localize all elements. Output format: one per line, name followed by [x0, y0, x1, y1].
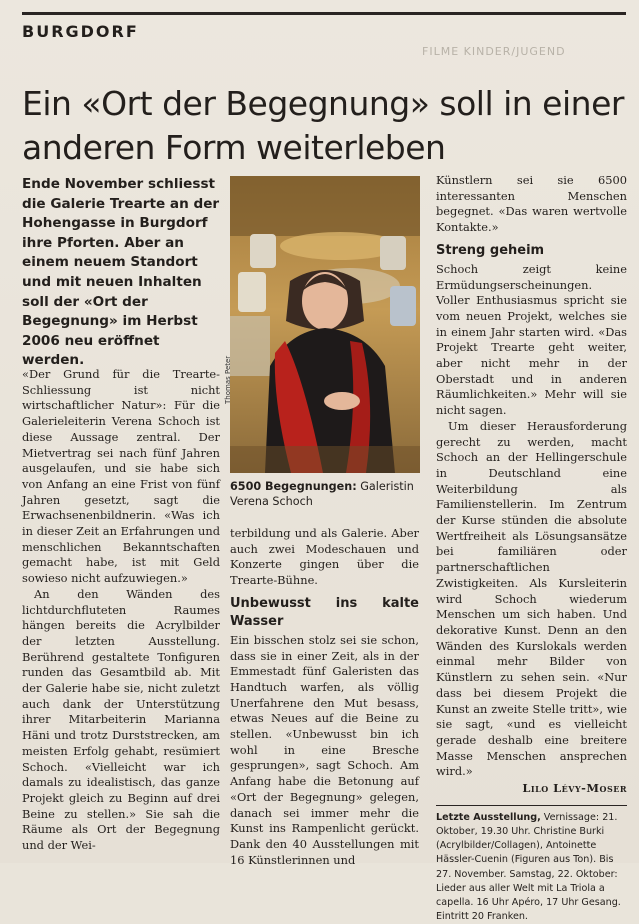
bleedthrough-text: FILME KINDER/JUGEND: [422, 45, 566, 58]
photo-caption: [230, 479, 420, 509]
info-rule: [436, 805, 627, 806]
paragraph: «Der Grund für die Trearte-Schliessung ist nicht wirtschaftlicher Natur»: Für die Galerieleiterin Verena Schoch ist diese Aussage zentral. Der Mietvertrag sei nach fünf Jahren ausgelaufen, und sie habe sich von Anfang an eine Frist von fünf Jahren gesetzt, sagt die Erwachsenenbildnerin. «Was ich in dieser Zeit an Erfahrungen und menschlichen Bekanntschaften gemacht habe, ist mit Geld sowieso nicht aufzuwiegen.»: [22, 367, 220, 586]
subheading: Unbewusst ins kalte Wasser: [230, 595, 419, 629]
article-column-1: [22, 367, 220, 854]
caption-bold: 6500 Begegnungen:: [230, 480, 357, 493]
author-byline: Lilo Lévy-Moser: [522, 781, 627, 796]
top-rule: [22, 12, 626, 15]
lead-paragraph: Ende November schliesst die Galerie Trearte an der Hohengasse in Burgdorf ihre Pforten. Aber an einem neuem Standort und mit neuen Inhalten soll der «Ort der Begegnung» im Herbst 2006 neu eröffnet werden.: [22, 176, 220, 369]
exhibition-info: [436, 811, 627, 924]
info-label: Letzte Ausstellung,: [436, 811, 541, 823]
paragraph: An den Wänden des lichtdurchfluteten Raumes hängen bereits die Acrylbilder der letzten Ausstellung. Berührend gestaltete Tonfiguren runden das Gesamtbild ab. Mit der Galerie habe sie, nicht zuletzt auch dank der Unterstützung ihrer Mitarbeiterin Marianna Häni und trotz Durststrecken, am meisten Erfolg gehabt, resümiert Schoch. «Vielleicht war ich damals zu idealistisch, das ganze Projekt gleich zu Beginn auf drei Beine zu stellen.» Sie sah die Räume als Ort der Begegnung und der Wei-: [22, 586, 220, 853]
headline: Ein «Ort der Begegnung» soll in einer anderen Form weiterleben: [22, 84, 624, 168]
paragraph: terbildung und als Galerie. Aber auch zwei Modeschauen und Konzerte gingen über die Trearte-Bühne.: [230, 526, 419, 588]
caption-text: Galeristin Verena Schoch: [230, 480, 414, 508]
info-text: Vernissage: 21. Oktober, 19.30 Uhr. Christine Burki (Acrylbilder/Collagen), Antoinette Hässler-Cuenin (Figuren aus Ton). Bis 27. November. Samstag, 22. Oktober: Lieder aus aller Welt mit La Triola a capella. 16 Uhr Apéro, 17 Uhr Gesang. Eintritt 20 Franken.: [436, 811, 621, 923]
portrait-illustration: [230, 176, 420, 473]
paragraph: Schoch zeigt keine Ermüdungserscheinungen. Voller Enthusiasmus spricht sie vom neuen Projekt, welches sie in einem Jahr starten wird. «Das Projekt Trearte geht weiter, aber nicht mehr in der Oberstadt und in anderen Räumlichkeiten.» Mehr will sie nicht sagen.: [436, 261, 627, 418]
article-column-3: [436, 173, 627, 924]
paragraph: Ein bisschen stolz sei sie schon, dass sie in einer Zeit, als in der Emmestadt fünf Galeristen das Handtuch warfen, als völlig Unerfahrene den Mut besass, etwas Neues auf die Beine zu stellen. «Unbewusst bin ich wohl in eine Bresche gesprungen», sagt Schoch. Am Anfang habe die Betonung auf «Ort der Begegnung» gelegen, danach sei immer mehr die Kunst ins Rampenlicht gerückt. Dank den 40 Ausstellungen mit 16 Künstlerinnen und: [230, 632, 419, 867]
section-title: BURGDORF: [22, 22, 139, 41]
article-column-2: [230, 526, 419, 868]
paragraph: Um dieser Herausforderung gerecht zu werden, macht Schoch an der Hellingerschule in Deutschland eine Weiterbildung als Familienstellerin. Im Zentrum der Kurse stünden die absolute Wertfreiheit als Lösungsansätze bei familiären oder partnerschaftlichen Zwistigkeiten. Als Kursleiterin wird Schoch wiederum Menschen um sich haben. Und dekorative Kunst. Denn an den Wänden des Kurslokals werden einmal mehr Bilder von Künstlern zu sehen sein. «Nur dass bei diesem Projekt die Kunst an zweite Stelle tritt», wie sie sagt, «und es vielleicht gerade deshalb eine breitere Masse Menschen ansprechen wird.»: [436, 418, 627, 779]
paragraph: Künstlern sei sie 6500 interessanten Menschen begegnet. «Das waren wertvolle Kontakte.»: [436, 173, 627, 235]
subheading: Streng geheim: [436, 242, 545, 258]
photo-credit: Thomas Peter: [224, 355, 232, 404]
portrait-photo: [230, 176, 420, 473]
